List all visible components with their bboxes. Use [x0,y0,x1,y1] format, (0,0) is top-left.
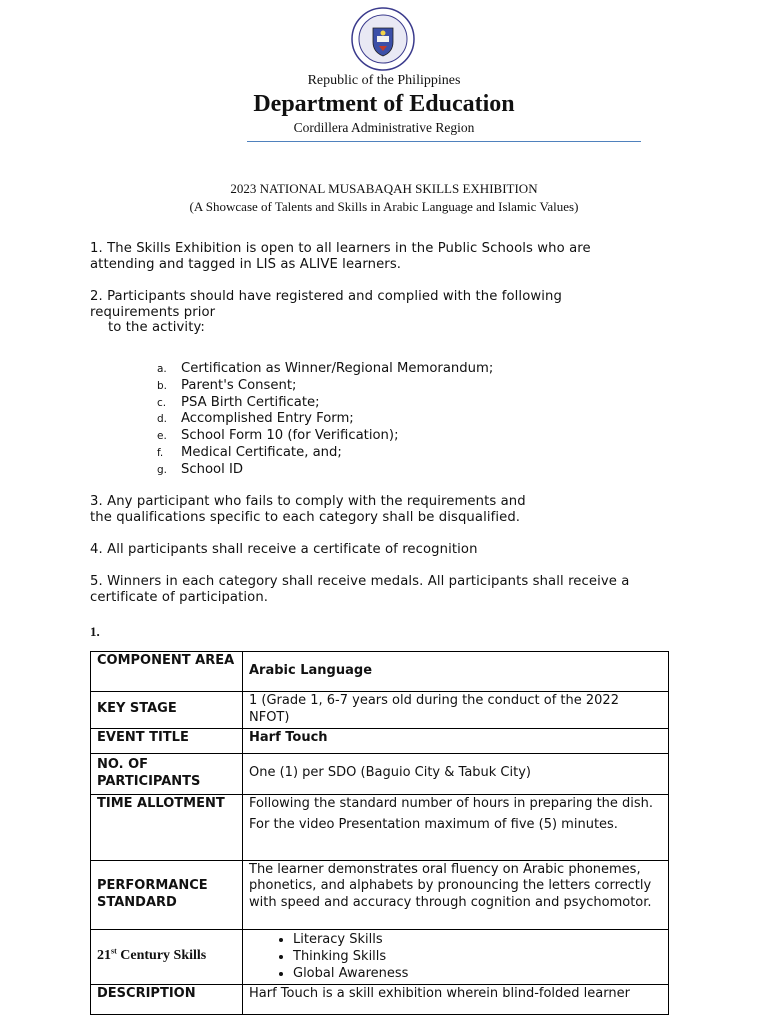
list-item: e. School Form 10 (for Verification); [157,428,399,444]
rule-4: 4. All participants shall receive a certificate of recognition [90,542,478,557]
deped-seal-logo [346,6,420,72]
event-spec-table [90,651,669,1015]
list-item: • Thinking Skills [293,948,662,965]
table-row [91,652,669,692]
table-row [91,794,669,860]
cell-value: The learner demonstrates oral fluency on Arabic phonemes, phonetics, and alphabets by pronouncing the letters correctly with speed and accuracy through cognition and psychomotor. [243,860,669,929]
requirements-list [157,361,493,479]
department-title: Department of Education [253,91,515,117]
table-row [91,753,669,794]
cell-value: Following the standard number of hours in preparing the dish. For the video Presentation maximum of five (5) minutes. [243,794,669,860]
cell-label: KEY STAGE [91,692,243,729]
cell-label: TIME ALLOTMENT [91,794,243,860]
rule-2: 2. Participants should have registered and complied with the following requirements prior to the activity: [90,289,562,335]
table-row [91,860,669,929]
cell-value [243,929,669,984]
rule-1: 1. The Skills Exhibition is open to all learners in the Public Schools who are attending and tagged in LIS as ALIVE learners. [90,241,591,272]
region-label: Cordillera Administrative Region [293,120,475,135]
list-item: c. PSA Birth Certificate; [157,394,320,410]
cell-value: Harf Touch is a skill exhibition wherein blind-folded learner [243,984,669,1014]
list-item: d. Accomplished Entry Form; [157,411,354,427]
table-row [91,692,669,729]
list-item: • Global Awareness [293,965,662,982]
cell-label: PERFORMANCE STANDARD [91,860,243,929]
header-divider [247,141,641,142]
list-item: f. Medical Certificate, and; [157,444,342,460]
cell-label: DESCRIPTION [91,984,243,1014]
republic-label: Republic of the Philippines [307,73,461,88]
table-row [91,728,669,753]
rule-5: 5. Winners in each category shall receive medals. All participants shall receive a certificate of participation. [90,574,630,605]
document-subtitle: (A Showcase of Talents and Skills in Arabic Language and Islamic Values) [189,199,579,214]
rule-3: 3. Any participant who fails to comply with the requirements and the qualifications specific to each category shall be disqualified. [90,494,526,525]
cell-label: 21st Century Skills [91,929,243,984]
cell-label: NO. OF PARTICIPANTS [91,753,243,794]
table-row [91,984,669,1014]
cell-value: 1 (Grade 1, 6-7 years old during the conduct of the 2022 NFOT) [243,692,669,729]
document-title: 2023 NATIONAL MUSABAQAH SKILLS EXHIBITION [230,181,538,196]
list-item: g. School ID [157,461,244,477]
cell-value: Harf Touch [243,728,669,753]
cell-label: COMPONENT AREA [91,652,243,692]
cell-value: Arabic Language [243,652,669,692]
list-item: • Literacy Skills [293,931,662,948]
section-number: 1. [90,624,100,639]
table-row [91,929,669,984]
list-item: a. Certification as Winner/Regional Memorandum; [157,361,494,376]
cell-value: One (1) per SDO (Baguio City & Tabuk City) [243,753,669,794]
list-item: b. Parent's Consent; [157,377,297,393]
cell-label: EVENT TITLE [91,728,243,753]
